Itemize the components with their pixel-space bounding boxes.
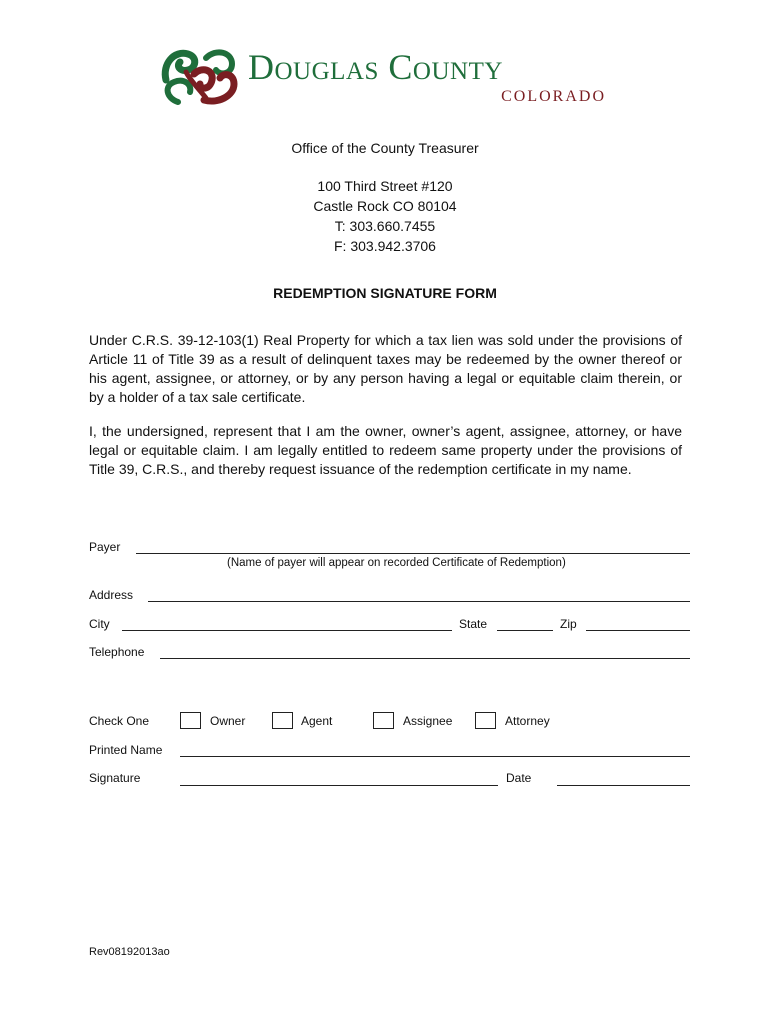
- douglas-county-logo: [160, 44, 620, 114]
- agent-option-label: Agent: [301, 714, 333, 728]
- zip-label: Zip: [560, 617, 577, 631]
- printed-name-label: Printed Name: [89, 743, 163, 757]
- date-label: Date: [506, 771, 532, 785]
- address-line-fax: F: 303.942.3706: [334, 238, 436, 254]
- telephone-input-line[interactable]: [160, 658, 690, 659]
- logo-state-name: COLORADO: [501, 88, 606, 105]
- logo-county-name: Douglas County: [248, 47, 503, 87]
- payer-hint: (Name of payer will appear on recorded Certificate of Redemption): [227, 557, 566, 569]
- address-input-line[interactable]: [148, 601, 690, 602]
- state-input-line[interactable]: [497, 630, 553, 631]
- address-line-street: 100 Third Street #120: [317, 178, 453, 194]
- douglas-county-ribbon-emblem-icon: [160, 44, 242, 108]
- assignee-option-label: Assignee: [403, 714, 453, 728]
- office-title: Office of the County Treasurer: [291, 140, 479, 156]
- city-input-line[interactable]: [122, 630, 452, 631]
- office-address: [0, 176, 770, 256]
- payer-input-line[interactable]: [136, 553, 690, 554]
- payer-label: Payer: [89, 540, 121, 554]
- signature-input-line[interactable]: [180, 785, 498, 786]
- representation-paragraph: I, the undersigned, represent that I am the owner, owner’s agent, assignee, attorney, or have legal or equitable claim. I am legally entitled to redeem same property under the provisions of Title 39, C.R.S., and thereby request issuance of the redemption certificate in my name.: [89, 423, 682, 477]
- owner-option-label: Owner: [210, 714, 246, 728]
- printed-name-input-line[interactable]: [180, 756, 690, 757]
- revision-code: Rev08192013ao: [89, 946, 170, 958]
- statute-paragraph: Under C.R.S. 39-12-103(1) Real Property for which a tax lien was sold under the provisions of Article 11 of Title 39 as a result of delinquent taxes may be redeemed by the owner thereof or his agent, assignee, or attorney, or by any person having a legal or equitable claim therein, or by a holder of a tax sale certificate.: [89, 332, 682, 405]
- owner-checkbox[interactable]: [180, 712, 201, 729]
- address-line-phone: T: 303.660.7455: [334, 218, 436, 234]
- date-input-line[interactable]: [557, 785, 690, 786]
- form-title: REDEMPTION SIGNATURE FORM: [273, 285, 497, 301]
- signature-label: Signature: [89, 771, 141, 785]
- telephone-label: Telephone: [89, 645, 145, 659]
- check-one-label: Check One: [89, 714, 150, 728]
- state-label: State: [459, 617, 488, 631]
- assignee-checkbox[interactable]: [373, 712, 394, 729]
- agent-checkbox[interactable]: [272, 712, 293, 729]
- city-label: City: [89, 617, 110, 631]
- attorney-checkbox[interactable]: [475, 712, 496, 729]
- address-label: Address: [89, 588, 134, 602]
- zip-input-line[interactable]: [586, 630, 690, 631]
- address-line-city: Castle Rock CO 80104: [313, 198, 457, 214]
- attorney-option-label: Attorney: [505, 714, 550, 728]
